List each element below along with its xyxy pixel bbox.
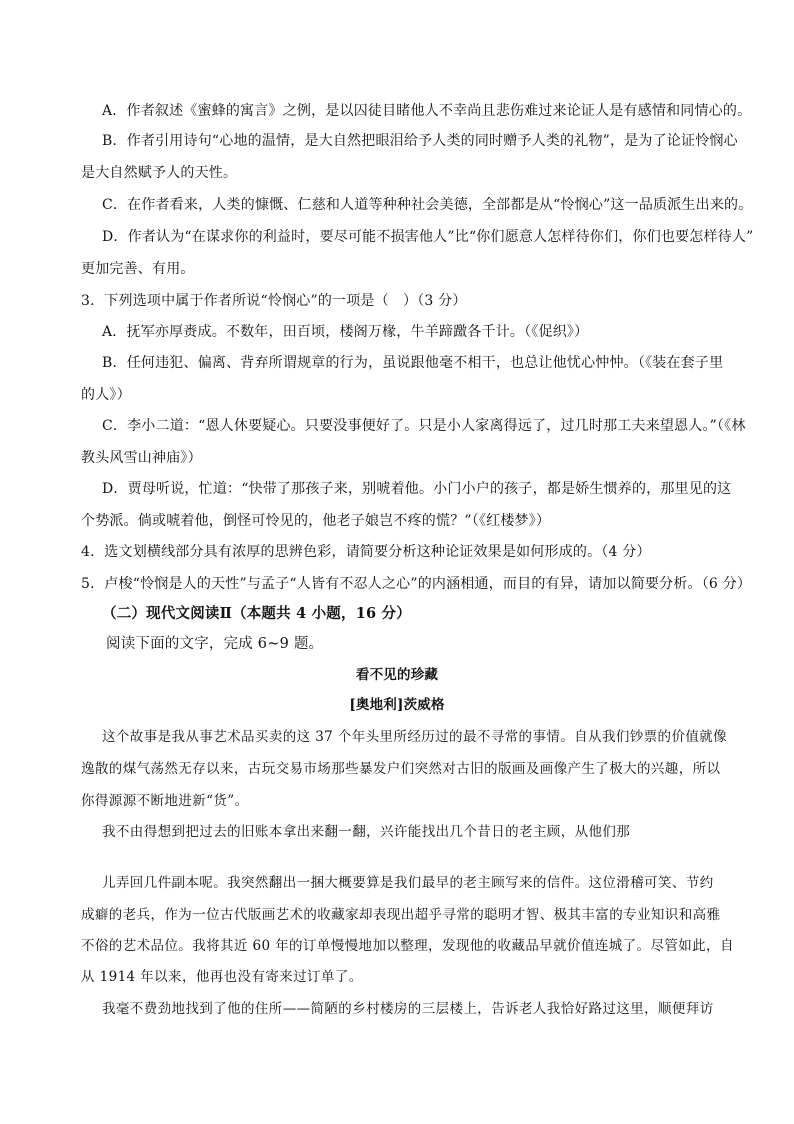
story-line: 我不由得想到把过去的旧账本拿出来翻一翻，兴许能找出几个昔日的老主顾，从他们那 bbox=[102, 824, 631, 840]
q3-option-c: C．李小二道：“恩人休要疑心。只要没事便好了。只是小人家离得远了，过几时那工夫来望恩人。”（《林 bbox=[102, 418, 746, 434]
story-author: [奥地利]茨威格 bbox=[349, 697, 445, 713]
q2-option-b-cont: 是大自然赋予人的天性。 bbox=[81, 165, 238, 181]
q3-option-b-cont: 的人》） bbox=[81, 387, 131, 403]
story-line: 你得源源不断地进新“货”。 bbox=[81, 793, 249, 809]
story-line: 逸散的煤气荡然无存以来，古玩交易市场那些暴发户们突然对古旧的版画及画像产生了极大的兴趣，所以 bbox=[81, 761, 721, 777]
q2-option-a: A．作者叙述《蜜蜂的寓言》之例，是以囚徒目睹他人不幸尚且悲伤难过来论证人是有感情和同情心的。 bbox=[102, 103, 752, 119]
q2-option-b: B．作者引用诗句“心地的温情，是大自然把眼泪给予人类的同时赠予人类的礼物”，是为了论证怜悯心 bbox=[102, 133, 738, 149]
q3-option-d-cont: 个势派。倘或唬着他，倒怪可怜见的，他老子娘岂不疼的慌？”（《红楼梦》） bbox=[81, 513, 551, 529]
question-4: 4．选文划横线部分具有浓厚的思辨色彩，请简要分析这种论证效果是如何形成的。（4 分） bbox=[81, 544, 651, 560]
q3-option-c-cont: 教头风雪山神庙》） bbox=[81, 450, 202, 466]
story-line: 我毫不费劲地找到了他的住所——简陋的乡村楼房的三层楼上，告诉老人我恰好路过这里，顺便拜访 bbox=[102, 1001, 714, 1017]
story-line: 这个故事是我从事艺术品买卖的这 37 个年头里所经历过的最不寻常的事情。自从我们钞票的价值就像 bbox=[102, 729, 728, 745]
question-5: 5．卢梭“怜悯是人的天性”与孟子“人皆有不忍人之心”的内涵相通，而目的有异，请加以简要分析。（6 分） bbox=[81, 576, 752, 592]
reading-instruction: 阅读下面的文字，完成 6~9 题。 bbox=[106, 636, 324, 652]
q3-option-a: A．抚军亦厚赉成。不数年，田百顷，楼阁万椽，牛羊蹄躈各千计。（《促织》） bbox=[102, 324, 589, 340]
story-line: 不俗的艺术品位。我将其近 60 年的订单慢慢地加以整理，发现他的收藏品早就价值连城了。尽管如此，自 bbox=[81, 938, 734, 954]
q3-option-d: D．贾母听说，忙道：“快带了那孩子来，别唬着他。小门小户的孩子，都是娇生惯养的，那里见的这 bbox=[102, 481, 732, 497]
story-line: 儿弄回几件副本呢。我突然翻出一捆大概要算是我们最早的老主顾写来的信件。这位滑稽可笑、节约 bbox=[102, 875, 714, 891]
q2-option-d-cont: 更加完善、有用。 bbox=[81, 261, 195, 277]
q3-option-b: B．任何违犯、偏离、背弃所谓规章的行为，虽说跟他毫不相干，也总让他忧心忡忡。（《装在套子里 bbox=[102, 355, 724, 371]
section-title: （二）现代文阅读Ⅱ（本题共 4 小题，16 分） bbox=[102, 605, 411, 622]
story-title: 看不见的珍藏 bbox=[355, 667, 439, 683]
story-line: 成癖的老兵，作为一位古代版画艺术的收藏家却表现出超乎寻常的聪明才智、极其丰富的专业知识和高雅 bbox=[81, 907, 721, 923]
story-line: 从 1914 年以来，他再也没有寄来过订单了。 bbox=[81, 969, 363, 985]
q2-option-d: D．作者认为“在谋求你的利益时，要尽可能不损害他人”比“你们愿意人怎样待你们，你们也要怎样待人” bbox=[102, 229, 754, 245]
question-3-stem: 3．下列选项中属于作者所说“怜悯心”的一项是（ ）（3 分） bbox=[81, 293, 467, 309]
q2-option-c: C．在作者看来，人类的慷慨、仁慈和人道等种种社会美德，全部都是从“怜悯心”这一品质派生出来的。 bbox=[102, 197, 753, 213]
